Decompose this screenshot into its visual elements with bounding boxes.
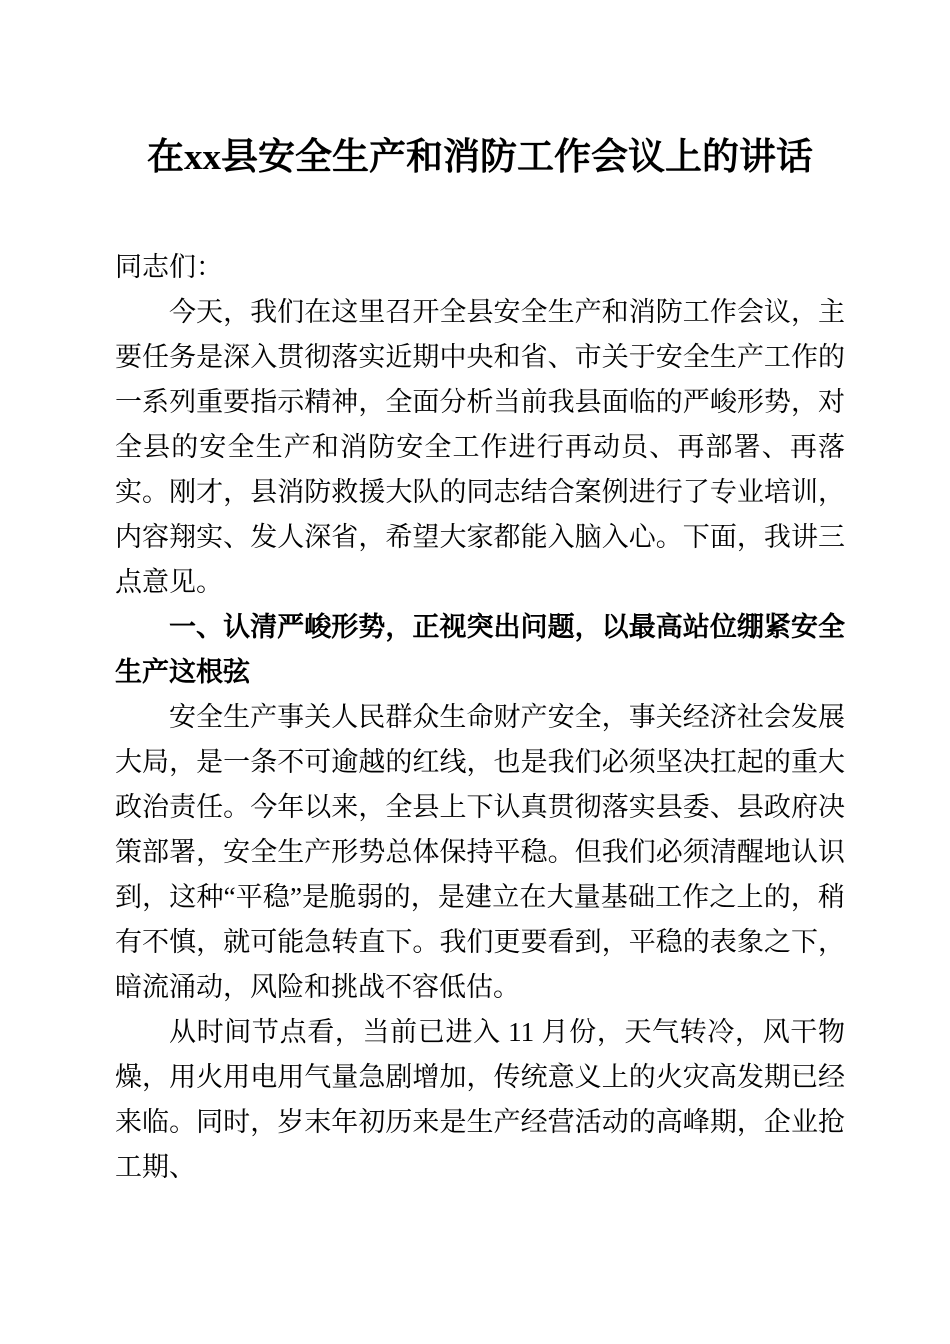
paragraph-time-node: 从时间节点看，当前已进入 11 月份，天气转冷，风干物燥，用火用电用气量急剧增加，传统意义上的火灾高发期已经来临。同时，岁末年初历来是生产经营活动的高峰期，企业抢工期、 bbox=[115, 1017, 845, 1182]
document-title: 在xx县安全生产和消防工作会议上的讲话 bbox=[147, 137, 813, 178]
section-heading-1: 一、认清严峻形势，正视突出问题，以最高站位绷紧安全生产这根弦 bbox=[115, 612, 845, 687]
paragraph-opening: 今天，我们在这里召开全县安全生产和消防工作会议，主要任务是深入贯彻落实近期中央和省、市关于安全生产工作的一系列重要指示精神，全面分析当前我县面临的严峻形势，对全县的安全生产和消防安全工作进行再动员、再部署、再落实。刚才，县消防救援大队的同志结合案例进行了专业培训，内容翔实、发人深省，希望大家都能入脑入心。下面，我讲三点意见。 bbox=[115, 297, 845, 597]
paragraph-situation: 安全生产事关人民群众生命财产安全，事关经济社会发展大局，是一条不可逾越的红线，也是我们必须坚决扛起的重大政治责任。今年以来，全县上下认真贯彻落实县委、县政府决策部署，安全生产形势总体保持平稳。但我们必须清醒地认识到，这种“平稳”是脆弱的，是建立在大量基础工作之上的，稍有不慎，就可能急转直下。我们更要看到，平稳的表象之下，暗流涌动，风险和挑战不容低估。 bbox=[115, 702, 845, 1002]
salutation: 同志们： bbox=[115, 252, 223, 282]
